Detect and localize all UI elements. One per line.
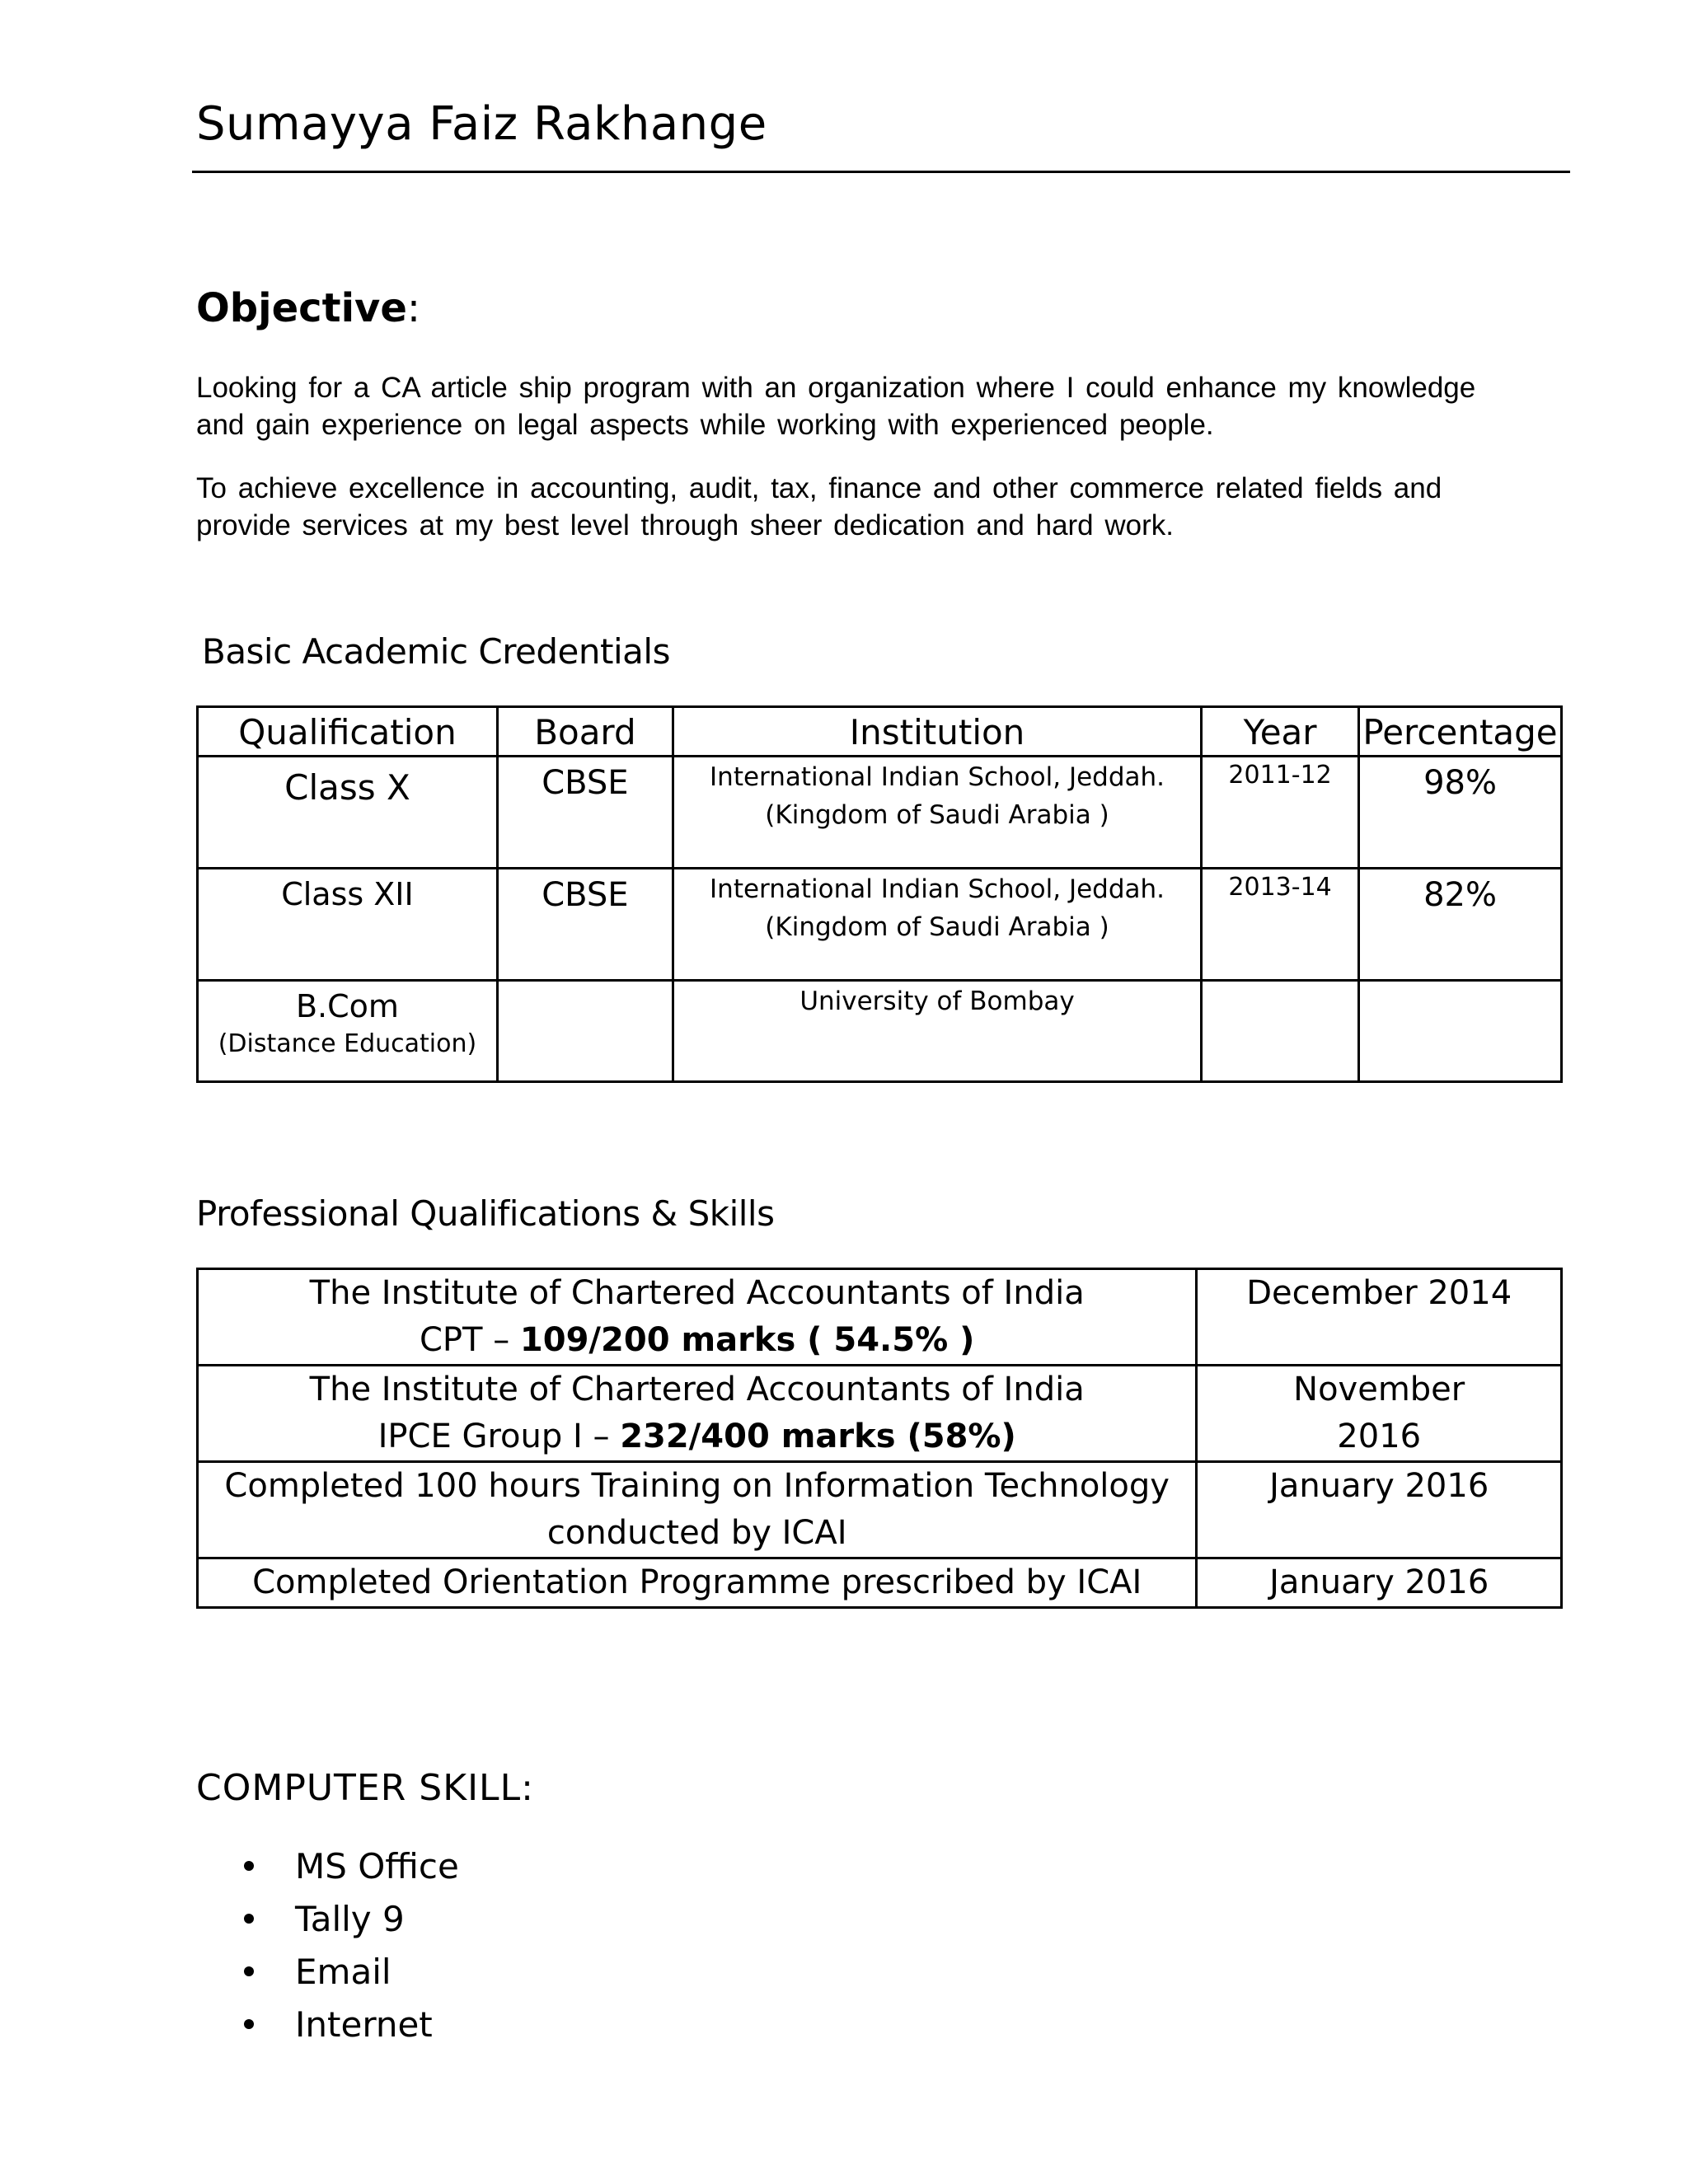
bullet-icon <box>244 2019 254 2029</box>
institution-line1: International Indian School, Jeddah. <box>710 762 1165 792</box>
cell-description <box>198 1462 1197 1558</box>
objective-paragraph-1: Looking for a CA article ship program with an organization where I could enhance my knowledge and gain experience on legal aspects while working with experienced people. <box>196 372 1476 441</box>
description-line1: The Institute of Chartered Accountants of India <box>309 1274 1085 1312</box>
description-line2-prefix: CPT – <box>420 1321 520 1359</box>
col-header-board: Board <box>497 707 673 757</box>
bullet-icon <box>244 1861 254 1871</box>
percentage-text: 82% <box>1423 876 1497 914</box>
institution-line1: University of Bombay <box>799 987 1075 1016</box>
year-text: 2013-14 <box>1228 873 1332 902</box>
cell-board <box>497 869 673 981</box>
cell-board <box>497 981 673 1082</box>
qualification-text: Class XII <box>281 876 414 912</box>
computer-skills-heading: COMPUTER SKILL: <box>196 1767 534 1809</box>
cell-institution <box>673 869 1201 981</box>
list-item <box>241 1945 459 1998</box>
skill-text: Tally 9 <box>295 1898 405 1939</box>
description-line2-prefix: IPCE Group I – <box>377 1418 621 1455</box>
qualification-note: (Distance Education) <box>218 1029 477 1058</box>
skill-text: Internet <box>295 2004 433 2045</box>
objective-paragraph-2: To achieve excellence in accounting, audit, tax, finance and other commerce related fields and provide services at my best level through sheer dedication and hard work. <box>196 472 1442 541</box>
cell-description <box>198 1269 1197 1366</box>
cell-qualification <box>198 757 498 869</box>
description-line1: The Institute of Chartered Accountants of India <box>309 1371 1085 1408</box>
table-row <box>198 869 1562 981</box>
table-row <box>198 1558 1562 1608</box>
list-item <box>241 1840 459 1892</box>
academic-header-row <box>198 707 1562 757</box>
institution-line1: International Indian School, Jeddah. <box>710 874 1165 904</box>
cell-date <box>1197 1366 1562 1462</box>
cell-date <box>1197 1462 1562 1558</box>
skill-text: MS Office <box>295 1845 459 1886</box>
description-marks: 232/400 marks (58%) <box>620 1418 1016 1455</box>
col-header-institution: Institution <box>673 707 1201 757</box>
name-divider <box>192 171 1570 173</box>
cell-description <box>198 1558 1197 1608</box>
cell-qualification <box>198 981 498 1082</box>
cell-board <box>497 757 673 869</box>
col-header-year: Year <box>1202 707 1359 757</box>
qualification-text: Class X <box>284 767 410 808</box>
date-text: November 2016 <box>1293 1371 1465 1455</box>
board-text: CBSE <box>542 764 629 802</box>
col-header-qualification: Qualification <box>198 707 498 757</box>
objective-heading-text: Objective <box>196 285 407 331</box>
skill-text: Email <box>295 1951 392 1992</box>
board-text <box>499 982 672 988</box>
cell-percentage <box>1359 757 1562 869</box>
list-item <box>241 1998 459 2050</box>
cell-qualification <box>198 869 498 981</box>
cell-percentage <box>1359 869 1562 981</box>
cell-institution <box>673 757 1201 869</box>
computer-skills-list <box>241 1840 459 2050</box>
table-row <box>198 1366 1562 1462</box>
percentage-text <box>1360 982 1560 988</box>
year-text <box>1203 982 1357 985</box>
cell-description <box>198 1366 1197 1462</box>
cell-percentage <box>1359 981 1562 1082</box>
cell-date <box>1197 1269 1562 1366</box>
date-text: December 2014 <box>1246 1274 1512 1312</box>
candidate-name: Sumayya Faiz Rakhange <box>196 97 767 151</box>
percentage-text: 98% <box>1423 764 1497 802</box>
description-line1: Completed 100 hours Training on Information Technology conducted by ICAI <box>224 1467 1170 1552</box>
list-item <box>241 1892 459 1945</box>
academic-credentials-table <box>196 705 1563 1083</box>
bullet-icon <box>244 1914 254 1924</box>
institution-line2: (Kingdom of Saudi Arabia ) <box>765 800 1109 830</box>
table-row <box>198 757 1562 869</box>
objective-heading-colon: : <box>406 285 421 331</box>
qualification-text: B.Com <box>295 988 399 1024</box>
bullet-icon <box>244 1966 254 1976</box>
professional-heading: Professional Qualifications & Skills <box>196 1193 775 1234</box>
table-row <box>198 1462 1562 1558</box>
date-text: January 2016 <box>1269 1563 1489 1601</box>
objective-heading <box>196 285 420 331</box>
date-text: January 2016 <box>1269 1467 1489 1505</box>
academic-heading: Basic Academic Credentials <box>202 631 670 672</box>
table-row <box>198 1269 1562 1366</box>
cell-institution <box>673 981 1201 1082</box>
cell-date <box>1197 1558 1562 1608</box>
cell-year <box>1202 757 1359 869</box>
description-marks: 109/200 marks ( 54.5% ) <box>519 1321 975 1359</box>
description-line1: Completed Orientation Programme prescribed by ICAI <box>252 1563 1142 1601</box>
institution-line2: (Kingdom of Saudi Arabia ) <box>765 912 1109 942</box>
table-row <box>198 981 1562 1082</box>
year-text: 2011-12 <box>1228 761 1332 790</box>
cell-year <box>1202 869 1359 981</box>
col-header-percentage: Percentage <box>1359 707 1562 757</box>
professional-qualifications-table <box>196 1268 1563 1609</box>
board-text: CBSE <box>542 876 629 914</box>
cell-year <box>1202 981 1359 1082</box>
